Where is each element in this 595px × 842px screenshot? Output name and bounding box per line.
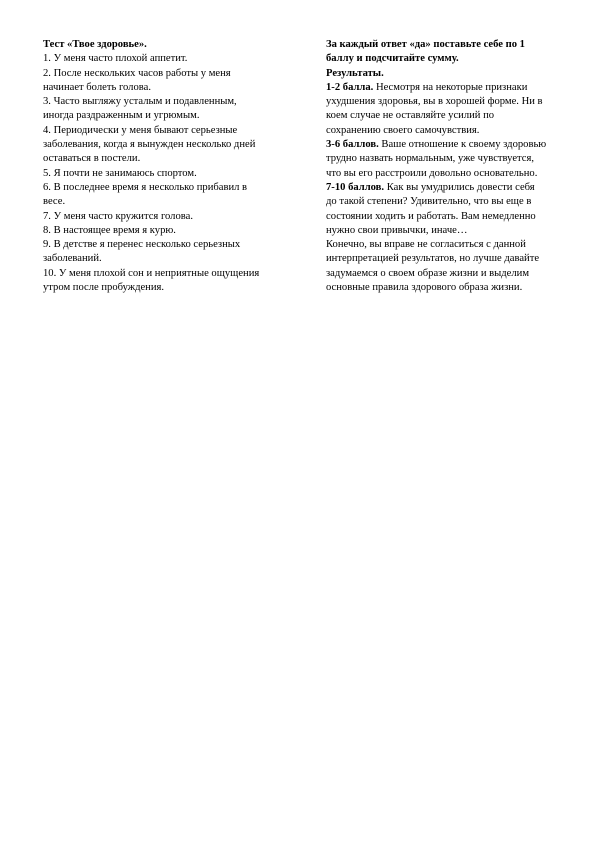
question-line: заболеваний. bbox=[43, 253, 102, 265]
result-3-6-text: трудно назвать нормальным, уже чувствуется, bbox=[326, 153, 535, 165]
result-7-10-line bbox=[326, 181, 562, 195]
question-line: начинает болеть голова. bbox=[43, 81, 151, 93]
results-heading: Результаты. bbox=[326, 67, 384, 79]
result-7-10-text: до такой степени? Удивительно, что вы еще в bbox=[326, 196, 532, 208]
question-line: 3. Часто выгляжу усталым и подавленным, bbox=[43, 96, 237, 108]
result-1-2-label: 1-2 балла. bbox=[326, 81, 374, 93]
question-line: 8. В настоящее время я курю. bbox=[43, 224, 176, 236]
question-line: 4. Периодически у меня бывают серьезные bbox=[43, 124, 238, 136]
question-line: 9. В детстве я перенес несколько серьезных bbox=[43, 239, 241, 251]
result-1-2-text: ухудшения здоровья, вы в хорошей форме. Ни в bbox=[326, 96, 543, 108]
conclusion-line: интерпретацией результатов, но лучше давайте bbox=[326, 253, 540, 265]
left-column bbox=[43, 38, 295, 295]
result-1-2-text: Несмотря на некоторые признаки bbox=[373, 81, 528, 93]
right-column bbox=[326, 38, 562, 295]
result-1-2-text: сохранению своего самочувствия. bbox=[326, 124, 480, 136]
result-7-10-text: состоянии ходить и работать. Вам немедленно bbox=[326, 210, 536, 222]
result-7-10-text: нужно свои привычки, иначе… bbox=[326, 224, 468, 236]
conclusion-line: основные правила здорового образа жизни. bbox=[326, 282, 523, 294]
result-3-6-text: что вы его расстроили довольно основательно. bbox=[326, 167, 538, 179]
question-line: заболевания, когда я вынужден несколько дней bbox=[43, 139, 256, 151]
question-line: 6. В последнее время я несколько прибавил в bbox=[43, 181, 248, 193]
result-7-10-label: 7-10 баллов. bbox=[326, 181, 385, 193]
question-line: 10. У меня плохой сон и неприятные ощущения bbox=[43, 267, 260, 279]
conclusion-line: Конечно, вы вправе не согласиться с данной bbox=[326, 239, 526, 251]
result-1-2-line bbox=[326, 81, 562, 95]
question-line: весе. bbox=[43, 196, 66, 208]
result-3-6-line bbox=[326, 138, 562, 152]
instruction-line: баллу и подсчитайте сумму. bbox=[326, 53, 459, 65]
conclusion-line: задумаемся о своем образе жизни и выделим bbox=[326, 267, 530, 279]
instruction-line: За каждый ответ «да» поставьте себе по 1 bbox=[326, 39, 525, 50]
question-line: 2. После нескольких часов работы у меня bbox=[43, 67, 231, 79]
question-line: иногда раздраженным и угрюмым. bbox=[43, 110, 200, 122]
result-1-2-text: коем случае не оставляйте усилий по bbox=[326, 110, 495, 122]
result-3-6-text: Ваше отношение к своему здоровью bbox=[378, 139, 547, 151]
result-3-6-label: 3-6 баллов. bbox=[326, 139, 379, 151]
question-line: утром после пробуждения. bbox=[43, 282, 165, 294]
result-7-10-text: Как вы умудрились довести себя bbox=[384, 181, 535, 193]
test-title: Тест «Твое здоровье». bbox=[43, 39, 147, 50]
question-line: 7. У меня часто кружится голова. bbox=[43, 210, 193, 222]
question-line: оставаться в постели. bbox=[43, 153, 141, 165]
question-line: 5. Я почти не занимаюсь спортом. bbox=[43, 167, 197, 179]
question-line: 1. У меня часто плохой аппетит. bbox=[43, 53, 188, 65]
